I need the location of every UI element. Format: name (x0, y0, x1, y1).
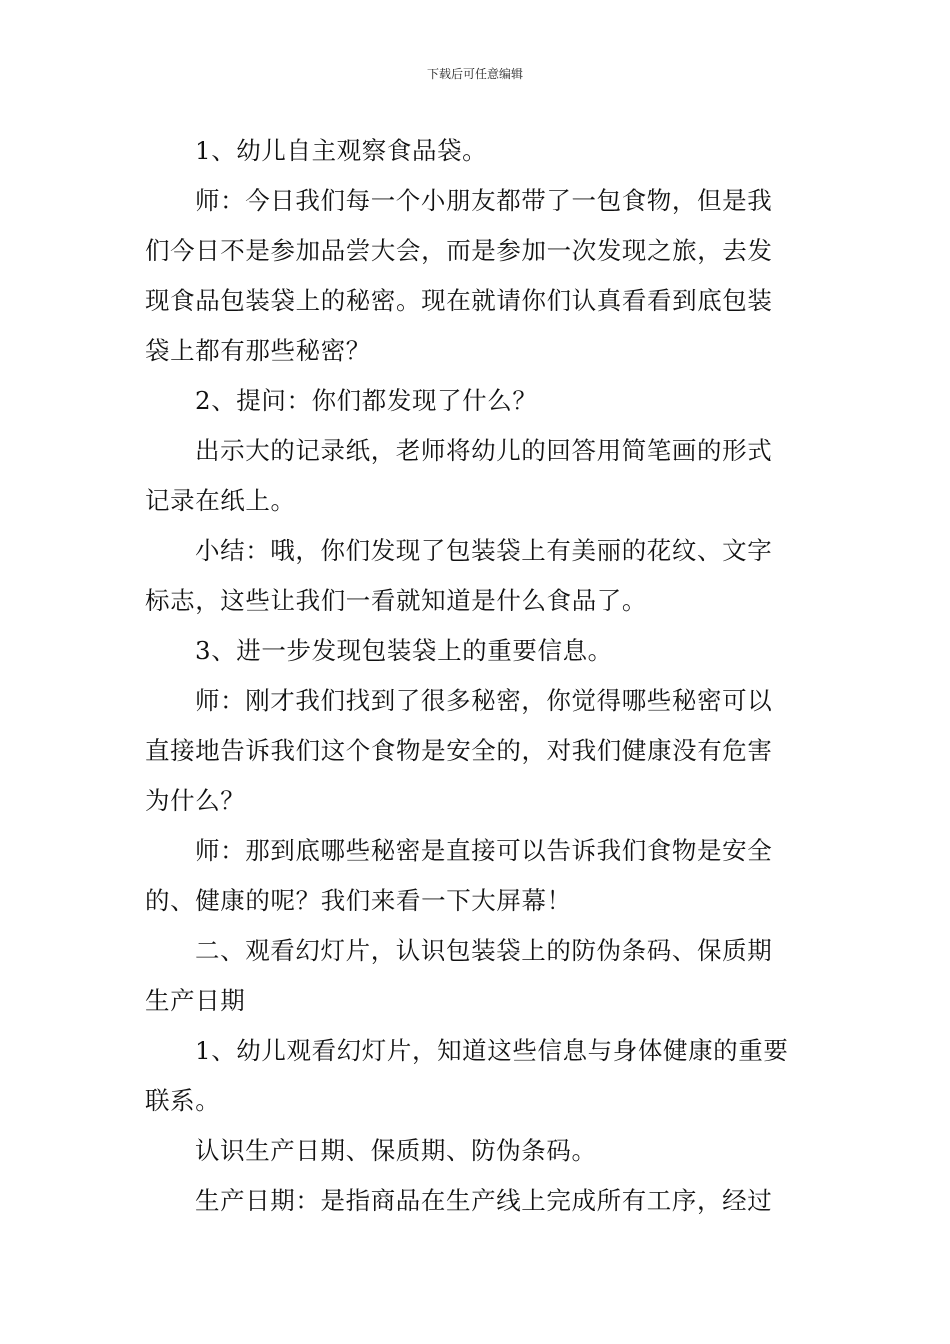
paragraph-line: 二、观看幻灯片，认识包装袋上的防伪条码、保质期 (195, 936, 773, 965)
paragraph-line: 现食品包装袋上的秘密。现在就请你们认真看看到底包装 (145, 286, 773, 315)
paragraph-line: 生产日期 (145, 986, 246, 1015)
paragraph-line: 出示大的记录纸，老师将幼儿的回答用简笔画的形式 (195, 436, 773, 465)
paragraph (145, 526, 807, 626)
paragraph-line: 记录在纸上。 (145, 486, 296, 515)
paragraph (145, 176, 807, 376)
paragraph (145, 676, 807, 826)
paragraph (145, 1026, 807, 1126)
paragraph-line: 1、幼儿观看幻灯片，知道这些信息与身体健康的重要 (195, 1036, 789, 1065)
paragraph (145, 926, 807, 1026)
page-header: 下载后可任意编辑 (426, 67, 523, 81)
paragraph-line: 师：刚才我们找到了很多秘密，你觉得哪些秘密可以 (195, 686, 773, 715)
paragraph-line: 小结：哦，你们发现了包装袋上有美丽的花纹、文字 (195, 536, 773, 565)
paragraph (145, 1126, 807, 1176)
paragraph-line: 3、进一步发现包装袋上的重要信息。 (195, 636, 613, 665)
document-body (145, 126, 807, 1226)
paragraph-line: 为什么？ (145, 786, 246, 815)
paragraph-line: 生产日期：是指商品在生产线上完成所有工序，经过 (195, 1186, 773, 1215)
paragraph-line: 袋上都有那些秘密？ (145, 336, 371, 365)
paragraph-line: 联系。 (145, 1086, 221, 1115)
paragraph (145, 126, 807, 176)
paragraph (145, 426, 807, 526)
paragraph-line: 认识生产日期、保质期、防伪条码。 (195, 1136, 597, 1165)
paragraph-line: 1、幼儿自主观察食品袋。 (195, 136, 488, 165)
paragraph (145, 376, 807, 426)
paragraph-line: 标志，这些让我们一看就知道是什么食品了。 (145, 586, 647, 615)
paragraph-line: 师：那到底哪些秘密是直接可以告诉我们食物是安全 (195, 836, 773, 865)
paragraph-line: 2、提问：你们都发现了什么？ (195, 386, 538, 415)
paragraph-line: 直接地告诉我们这个食物是安全的，对我们健康没有危害 (145, 736, 773, 765)
paragraph (145, 1176, 807, 1226)
paragraph (145, 626, 807, 676)
paragraph-line: 们今日不是参加品尝大会，而是参加一次发现之旅，去发 (145, 236, 773, 265)
paragraph (145, 826, 807, 926)
paragraph-line: 师：今日我们每一个小朋友都带了一包食物，但是我 (195, 186, 773, 215)
paragraph-line: 的、健康的呢？我们来看一下大屏幕！ (145, 886, 572, 915)
